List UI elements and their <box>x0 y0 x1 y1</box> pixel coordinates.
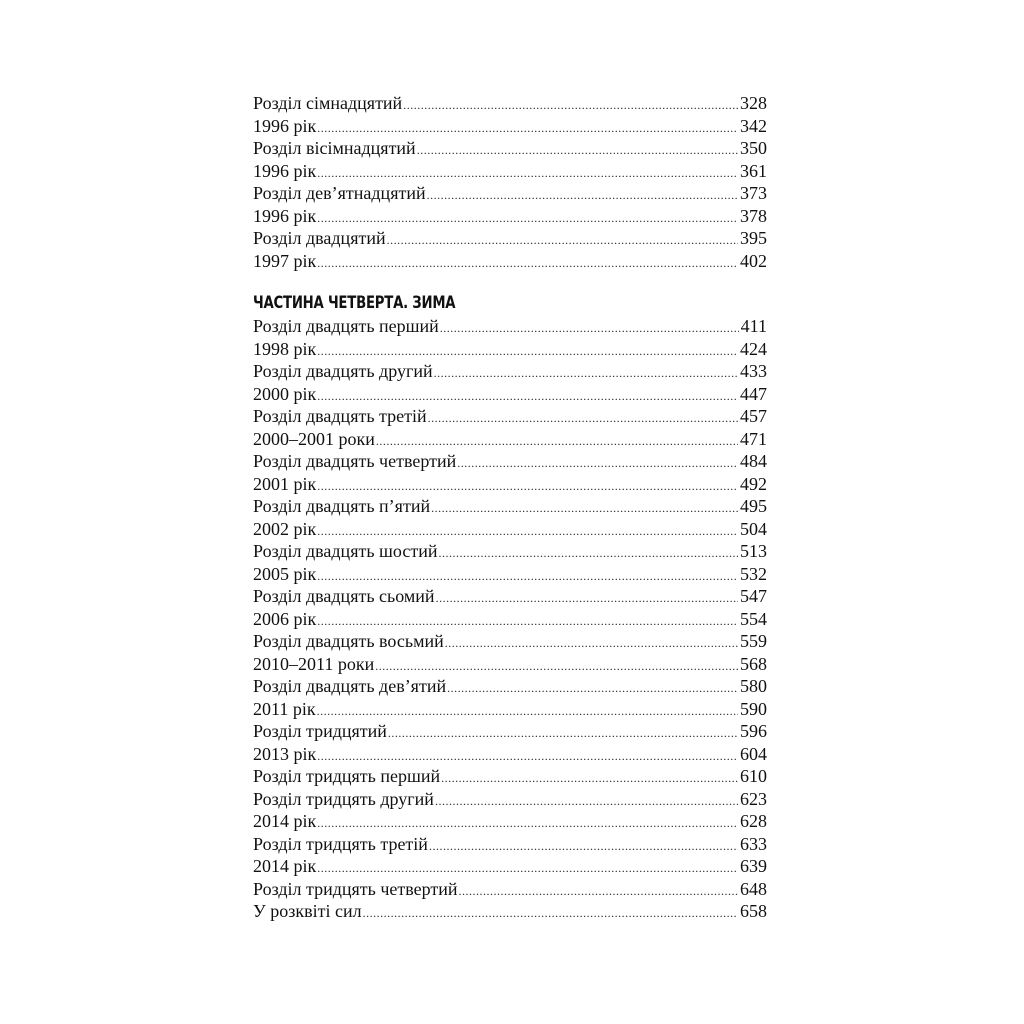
toc-group-part-four <box>253 315 767 923</box>
toc-entry-title: Розділ дев’ятнадцятий <box>253 183 426 203</box>
toc-entry-title: Розділ двадцять восьмий <box>253 631 444 651</box>
toc-leader-dots <box>317 385 738 408</box>
toc-entry <box>253 743 767 766</box>
toc-entry <box>253 338 767 361</box>
table-of-contents <box>253 92 767 923</box>
toc-entry-title: Розділ тридцять перший <box>253 766 441 786</box>
toc-entry-page-number: 471 <box>740 428 767 449</box>
toc-leader-dots <box>459 880 738 903</box>
toc-leader-dots <box>317 565 738 588</box>
toc-entry-title: Розділ вісімнадцятий <box>253 138 416 158</box>
toc-entry <box>253 833 767 856</box>
toc-entry-title: 2013 рік <box>253 743 317 764</box>
toc-entry-title: 2010–2011 роки <box>253 653 375 674</box>
toc-entry-title: 1996 рік <box>253 115 317 136</box>
toc-entry-page-number: 484 <box>740 451 767 471</box>
toc-entry-title: Розділ двадцять дев’ятий <box>253 676 447 696</box>
toc-entry <box>253 675 767 698</box>
toc-leader-dots <box>429 835 738 858</box>
toc-leader-dots <box>317 745 738 768</box>
toc-entry <box>253 405 767 428</box>
toc-entry-page-number: 596 <box>740 721 767 741</box>
toc-entry-page-number: 457 <box>740 406 767 426</box>
toc-entry <box>253 428 767 451</box>
toc-entry-title: Розділ двадцятий <box>253 228 386 248</box>
toc-entry <box>253 518 767 541</box>
toc-leader-dots <box>317 475 738 498</box>
toc-entry <box>253 585 767 608</box>
toc-leader-dots <box>387 229 738 252</box>
toc-entry-title: Розділ тридцятий <box>253 721 387 741</box>
toc-leader-dots <box>317 117 738 140</box>
toc-entry <box>253 182 767 205</box>
toc-entry <box>253 450 767 473</box>
toc-entry-page-number: 342 <box>740 115 767 136</box>
toc-entry-page-number: 547 <box>740 586 767 606</box>
toc-entry <box>253 810 767 833</box>
toc-entry-title: Розділ двадцять сьомий <box>253 586 435 606</box>
toc-entry-title: Розділ тридцять другий <box>253 788 434 809</box>
toc-leader-dots <box>435 790 738 813</box>
toc-entry-title: 1998 рік <box>253 338 317 359</box>
toc-entry <box>253 205 767 228</box>
toc-entry <box>253 563 767 586</box>
toc-entry-title: 2006 рік <box>253 608 317 629</box>
toc-entry-title: Розділ двадцять четвертий <box>253 451 457 471</box>
toc-leader-dots <box>388 722 738 745</box>
toc-entry-page-number: 623 <box>740 788 767 809</box>
toc-leader-dots <box>441 767 738 790</box>
toc-entry-title: 2014 рік <box>253 811 317 831</box>
toc-entry-page-number: 639 <box>740 856 767 876</box>
toc-group-part-three <box>253 92 767 272</box>
toc-entry-title: У розквіті сил <box>253 901 362 921</box>
toc-entry <box>253 630 767 653</box>
toc-entry-title: 1997 рік <box>253 250 317 271</box>
toc-entry <box>253 720 767 743</box>
toc-entry-title: Розділ двадцять другий <box>253 361 433 381</box>
toc-leader-dots <box>317 700 738 723</box>
toc-entry <box>253 495 767 518</box>
toc-entry <box>253 92 767 115</box>
toc-entry-page-number: 492 <box>740 473 767 494</box>
toc-entry-page-number: 658 <box>740 901 767 921</box>
toc-entry-title: Розділ сімнадцятий <box>253 93 403 113</box>
toc-entry-page-number: 504 <box>740 518 767 539</box>
toc-entry-page-number: 411 <box>740 316 767 336</box>
toc-entry-page-number: 532 <box>740 563 767 584</box>
toc-leader-dots <box>417 139 738 162</box>
toc-entry-title: Розділ двадцять третій <box>253 406 427 426</box>
toc-entry-title: 2014 рік <box>253 856 317 876</box>
toc-leader-dots <box>317 162 738 185</box>
toc-entry-title: 2002 рік <box>253 518 317 539</box>
toc-entry <box>253 227 767 250</box>
toc-entry <box>253 115 767 138</box>
toc-entry <box>253 698 767 721</box>
toc-entry-page-number: 568 <box>740 653 767 674</box>
toc-entry-page-number: 424 <box>740 338 767 359</box>
toc-entry <box>253 383 767 406</box>
toc-entry-title: 2011 рік <box>253 698 316 719</box>
toc-entry <box>253 540 767 563</box>
toc-entry-page-number: 361 <box>740 160 767 181</box>
toc-leader-dots <box>375 655 738 678</box>
toc-entry-title: Розділ двадцять шостий <box>253 541 438 561</box>
toc-entry-page-number: 513 <box>740 541 767 561</box>
toc-entry <box>253 315 767 338</box>
toc-entry-page-number: 559 <box>740 631 767 651</box>
toc-leader-dots <box>317 610 738 633</box>
toc-leader-dots <box>431 497 738 520</box>
toc-entry-page-number: 554 <box>740 608 767 629</box>
toc-entry-page-number: 604 <box>740 743 767 764</box>
toc-leader-dots <box>457 452 738 475</box>
part-heading: ЧАСТИНА ЧЕТВЕРТА. ЗИМА <box>253 293 456 313</box>
toc-leader-dots <box>447 677 738 700</box>
toc-entry-page-number: 378 <box>740 205 767 226</box>
toc-entry-title: Розділ двадцять перший <box>253 316 439 336</box>
toc-entry-page-number: 350 <box>740 138 767 158</box>
toc-entry-page-number: 610 <box>740 766 767 786</box>
toc-leader-dots <box>363 902 738 925</box>
toc-leader-dots <box>317 812 738 835</box>
toc-leader-dots <box>428 407 738 430</box>
toc-entry-title: 1996 рік <box>253 160 317 181</box>
toc-leader-dots <box>436 587 738 610</box>
toc-entry-title: 2000 рік <box>253 383 317 404</box>
toc-entry <box>253 137 767 160</box>
toc-entry <box>253 250 767 273</box>
toc-entry-title: Розділ тридцять третій <box>253 833 428 854</box>
toc-entry-page-number: 395 <box>740 228 767 248</box>
toc-entry-page-number: 580 <box>740 676 767 696</box>
toc-leader-dots <box>445 632 738 655</box>
toc-entry-page-number: 495 <box>740 496 767 516</box>
toc-entry-title: Розділ двадцять п’ятий <box>253 496 431 516</box>
toc-entry-page-number: 447 <box>740 383 767 404</box>
toc-entry <box>253 608 767 631</box>
toc-entry-page-number: 633 <box>740 833 767 854</box>
toc-entry <box>253 900 767 923</box>
toc-entry-page-number: 628 <box>740 811 767 831</box>
toc-entry-page-number: 328 <box>740 93 767 113</box>
toc-entry <box>253 473 767 496</box>
toc-entry <box>253 765 767 788</box>
toc-entry <box>253 653 767 676</box>
toc-entry-page-number: 590 <box>740 698 767 719</box>
toc-leader-dots <box>317 520 738 543</box>
toc-leader-dots <box>317 857 738 880</box>
toc-entry-title: 1996 рік <box>253 205 317 226</box>
toc-leader-dots <box>317 252 738 275</box>
toc-entry <box>253 788 767 811</box>
toc-leader-dots <box>403 94 738 117</box>
toc-leader-dots <box>434 362 738 385</box>
toc-leader-dots <box>440 317 739 340</box>
toc-entry <box>253 160 767 183</box>
toc-leader-dots <box>427 184 738 207</box>
toc-entry-page-number: 402 <box>740 250 767 271</box>
toc-leader-dots <box>376 430 738 453</box>
toc-leader-dots <box>317 207 738 230</box>
toc-entry-page-number: 373 <box>740 183 767 203</box>
toc-entry <box>253 360 767 383</box>
toc-entry-title: Розділ тридцять четвертий <box>253 878 458 899</box>
toc-entry-title: 2000–2001 роки <box>253 428 375 449</box>
toc-entry-page-number: 648 <box>740 878 767 899</box>
toc-leader-dots <box>438 542 738 565</box>
toc-entry-page-number: 433 <box>740 361 767 381</box>
toc-entry-title: 2005 рік <box>253 563 317 584</box>
toc-entry <box>253 878 767 901</box>
toc-entry <box>253 855 767 878</box>
toc-entry-title: 2001 рік <box>253 473 317 494</box>
toc-leader-dots <box>317 340 738 363</box>
